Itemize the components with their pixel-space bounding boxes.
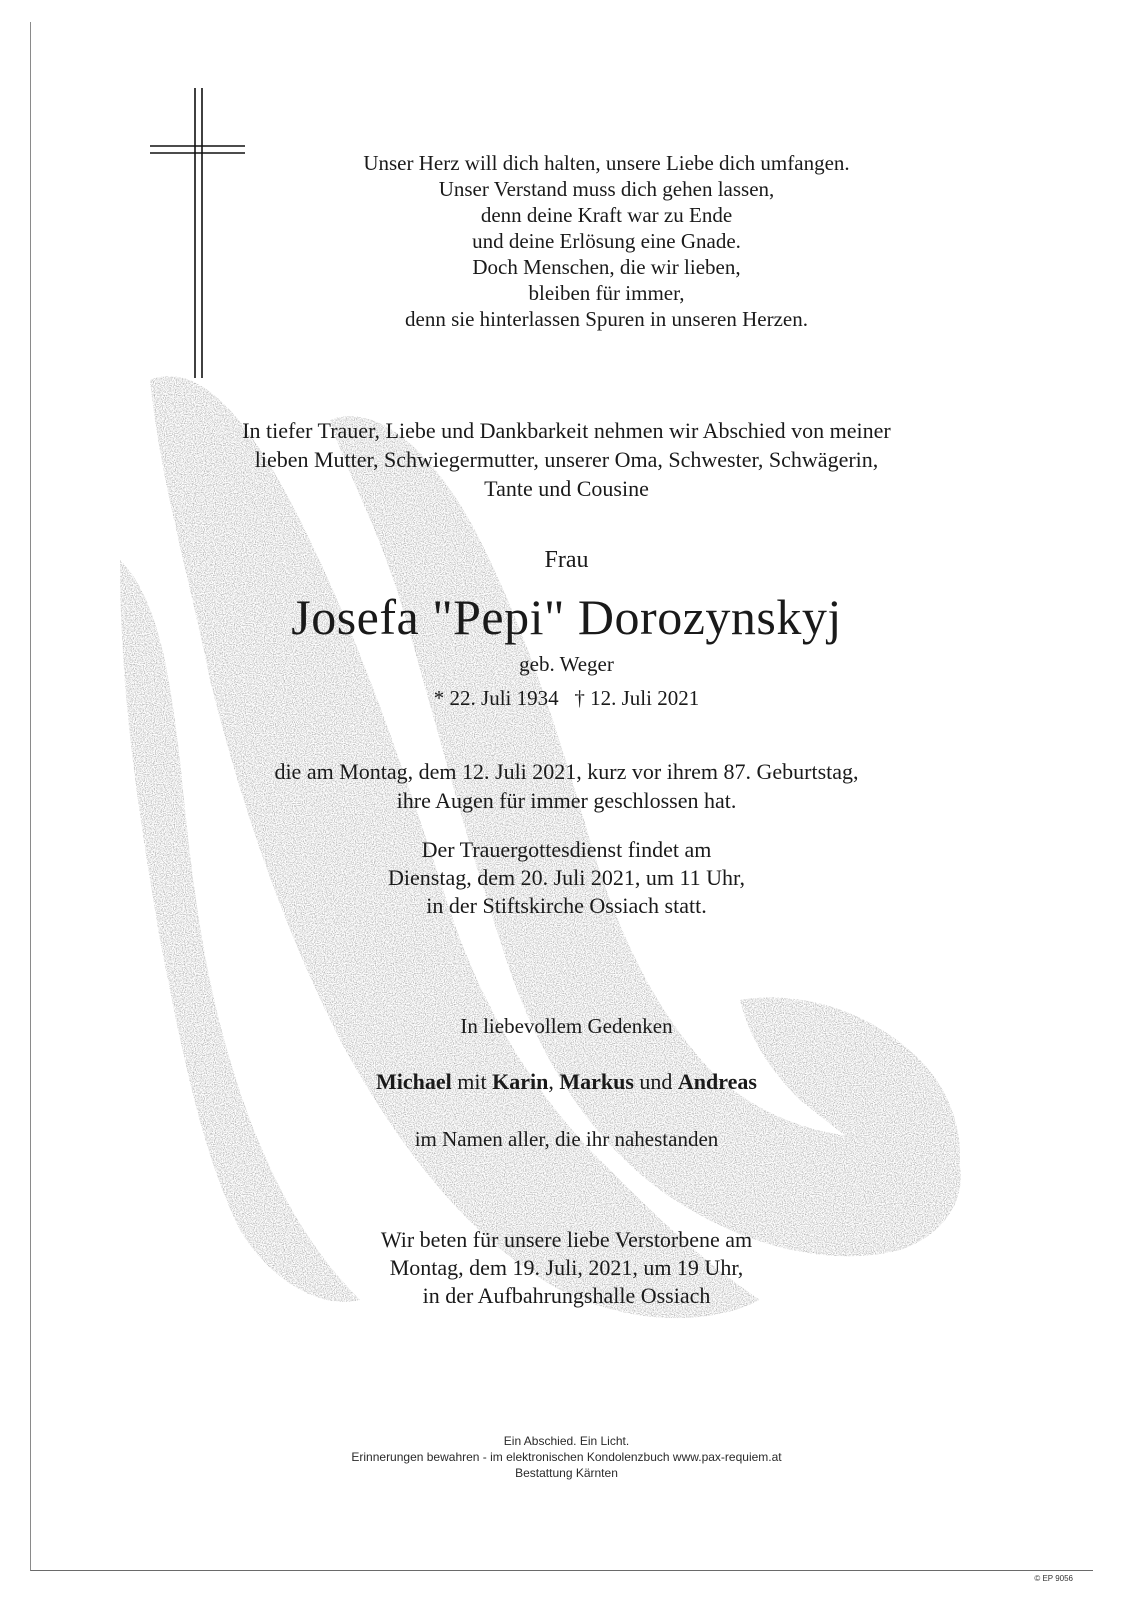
passing-line: die am Montag, dem 12. Juli 2021, kurz vor ihrem 87. Geburtstag, [274,759,859,784]
poem-line: und deine Erlösung eine Gnade. [472,229,741,253]
passing-line: ihre Augen für immer geschlossen hat. [396,788,737,813]
in-memory-heading: In liebevollem Gedenken [460,1014,673,1038]
family-separator: , [548,1069,560,1094]
salutation: Frau [544,547,589,573]
funeral-service [0,836,1133,920]
birth-name: geb. Weger [519,652,614,676]
on-behalf-line: im Namen aller, die ihr nahestanden [414,1127,719,1151]
passing-text [0,757,1133,815]
service-line: in der Stiftskirche Ossiach statt. [426,893,707,918]
poem-line: Unser Herz will dich halten, unsere Liebe dich umfangen. [363,151,850,175]
footer [0,1433,1133,1481]
prayer-line: in der Aufbahrungshalle Ossiach [422,1283,711,1308]
service-line: Der Trauergottesdienst findet am [421,837,712,862]
family-separator: mit [451,1069,493,1094]
footer-line: Bestattung Kärnten [515,1466,618,1480]
poem [40,150,1133,332]
life-dates: * 22. Juli 1934 † 12. Juli 2021 [433,686,700,710]
deceased-name: Josefa "Pepi" Dorozynskyj [291,589,842,645]
family-member-name: Michael [376,1069,452,1094]
prayer-line: Montag, dem 19. Juli, 2021, um 19 Uhr, [389,1255,744,1280]
family-member-name: Karin [492,1069,549,1094]
poem-line: Doch Menschen, die wir lieben, [472,255,741,279]
intro-line: In tiefer Trauer, Liebe und Dankbarkeit nehmen wir Abschied von meiner [242,418,891,443]
poem-line: Unser Verstand muss dich gehen lassen, [438,177,775,201]
service-line: Dienstag, dem 20. Juli 2021, um 11 Uhr, [388,865,745,890]
intro-line: lieben Mutter, Schwiegermutter, unserer Oma, Schwester, Schwägerin, [254,447,879,472]
mourning-intro [0,416,1133,503]
poem-line: denn sie hinterlassen Spuren in unseren Herzen. [405,307,808,331]
family-member-name: Markus [559,1069,634,1094]
footer-line: Ein Abschied. Ein Licht. [503,1434,630,1448]
family-member-name: Andreas [677,1069,757,1094]
intro-line: Tante und Cousine [484,476,649,501]
family-separator: und [633,1069,678,1094]
prayer-line: Wir beten für unsere liebe Verstorbene am [380,1227,753,1252]
poem-line: bleiben für immer, [528,281,685,305]
document-code: © EP 9056 [1034,1574,1073,1583]
prayer-service [0,1226,1133,1310]
family-names [0,1068,1133,1096]
footer-line: Erinnerungen bewahren - im elektronischen Kondolenzbuch www.pax-requiem.at [351,1450,782,1464]
poem-line: denn deine Kraft war zu Ende [480,203,733,227]
